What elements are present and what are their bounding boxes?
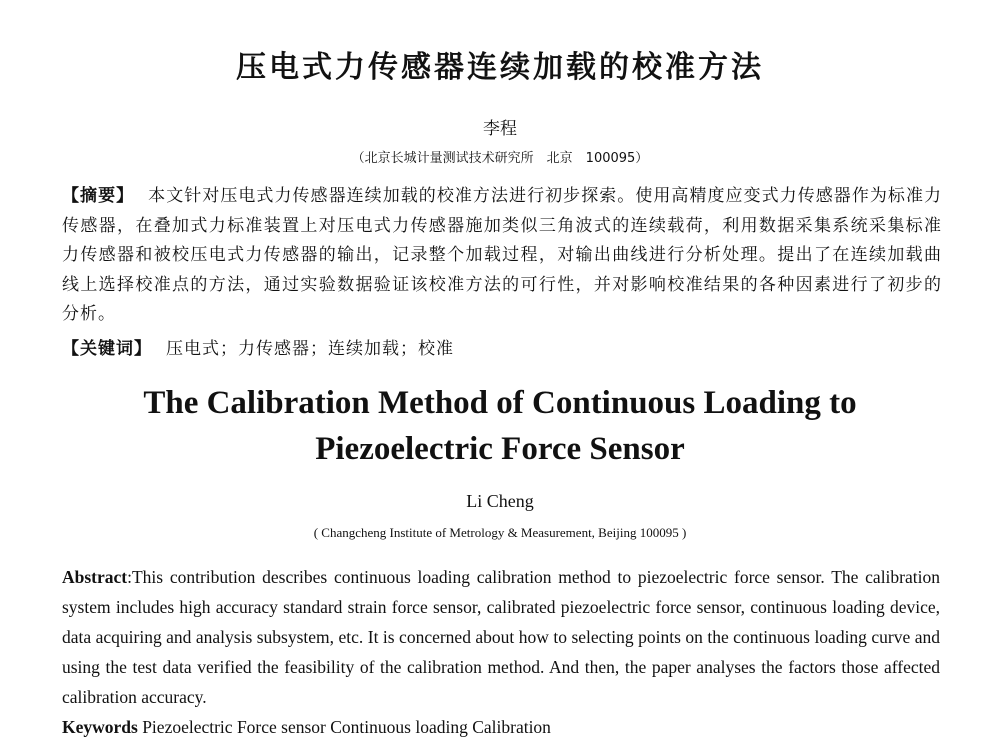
chinese-author: 李程 <box>483 119 517 139</box>
english-affiliation: ( Changcheng Institute of Metrology & Measurement, Beijing 100095 ) <box>313 525 687 540</box>
chinese-abstract-text: 本文针对压电式力传感器连续加载的校准方法进行初步探索。使用高精度应变式力传感器作为标准力传感器，在叠加式力标准装置上对压电式力传感器施加类似三角波式的连续载荷，利用数据采集系统采集标准力传感器和被校压电式力传感器的输出，记录整个加载过程，对输出曲线进行分析处理。提出了在连续加载曲线上选择校准点的方法，通过实验数据验证该校准方法的可行性，并对影响校准结果的各种因素进行了初步的分析。 <box>62 186 942 324</box>
chinese-keywords-text: 压电式；力传感器；连续加载；校准 <box>166 339 454 359</box>
chinese-abstract-label: 【摘要】 <box>62 186 135 206</box>
english-title-line-1: The Calibration Method of Continuous Loading to <box>143 385 857 421</box>
chinese-keywords <box>62 334 942 359</box>
english-title-line-2: Piezoelectric Force Sensor <box>315 431 685 467</box>
english-abstract <box>62 562 940 712</box>
english-keywords-label: Keywords <box>62 717 138 737</box>
chinese-title: 压电式力传感器连续加载的校准方法 <box>236 50 764 85</box>
chinese-affiliation: （北京长城计量测试技术研究所 北京 100095） <box>351 151 649 166</box>
english-keywords <box>62 712 940 742</box>
english-keywords-text: Piezoelectric Force sensor Continuous loading Calibration <box>137 717 551 737</box>
chinese-abstract <box>62 182 942 330</box>
chinese-keywords-label: 【关键词】 <box>62 339 152 359</box>
english-title <box>0 380 1000 472</box>
english-author: Li Cheng <box>466 491 534 511</box>
english-abstract-label: Abstract <box>62 567 128 587</box>
english-abstract-text: :This contribution describes continuous loading calibration method to piezoelectric force sensor. The calibration system includes high accuracy standard strain force sensor, calibrated piezoelectric force sensor, continuous loading device, data acquiring and analysis subsystem, etc. It is concerned about how to selecting points on the continuous loading curve and using the test data verified the feasibility of the calibration method. And then, the paper analyses the factors those affected calibration accuracy. <box>62 567 940 707</box>
